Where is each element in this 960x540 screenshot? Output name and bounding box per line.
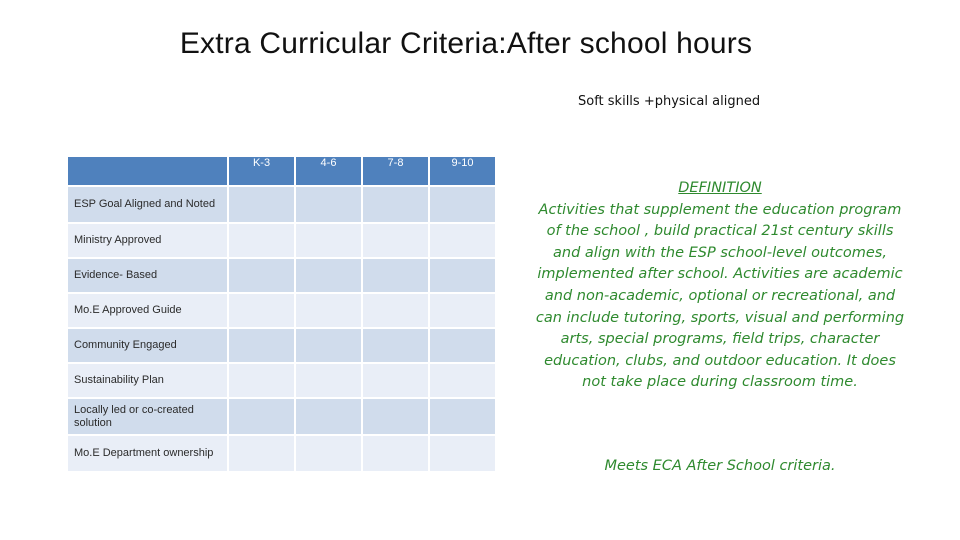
criteria-note: Meets ECA After School criteria. xyxy=(604,458,836,474)
grade-cell xyxy=(228,223,295,258)
table-row xyxy=(67,398,496,435)
grade-cell xyxy=(295,186,362,223)
grade-cell xyxy=(295,363,362,398)
definition-block xyxy=(535,178,905,394)
grade-cell xyxy=(362,328,429,363)
table-row xyxy=(67,363,496,398)
row-label: Community Engaged xyxy=(67,328,228,363)
grade-cell xyxy=(228,363,295,398)
grade-cell xyxy=(362,223,429,258)
criteria-table xyxy=(66,155,497,473)
grade-cell xyxy=(228,398,295,435)
header-cell-7-8: 7-8 xyxy=(362,156,429,186)
grade-cell xyxy=(429,435,496,472)
row-label: ESP Goal Aligned and Noted xyxy=(67,186,228,223)
grade-cell xyxy=(429,258,496,293)
table-header-row xyxy=(67,156,496,186)
grade-cell xyxy=(295,223,362,258)
grade-cell xyxy=(295,435,362,472)
grade-cell xyxy=(362,186,429,223)
grade-cell xyxy=(228,435,295,472)
grade-cell xyxy=(362,258,429,293)
table-row xyxy=(67,435,496,472)
header-cell-4-6: 4-6 xyxy=(295,156,362,186)
slide-subtitle: Soft skills +physical aligned xyxy=(578,94,761,109)
grade-cell xyxy=(228,186,295,223)
header-cell-criteria xyxy=(67,156,228,186)
definition-body: Activities that supplement the education program of the school , build practical 21st century skills and align with the ESP school-level outcomes, implemented after school. Activities are academic and non-academic, optional or recreational, and can include tutoring, sports, visual and performing arts, special programs, field trips, character education, clubs, and outdoor education. It does not take place during classroom time. xyxy=(535,201,905,391)
row-label: Ministry Approved xyxy=(67,223,228,258)
grade-cell xyxy=(295,328,362,363)
grade-cell xyxy=(429,293,496,328)
table-row xyxy=(67,258,496,293)
grade-cell xyxy=(362,435,429,472)
row-label: Mo.E Approved Guide xyxy=(67,293,228,328)
grade-cell xyxy=(429,223,496,258)
header-cell-9-10: 9-10 xyxy=(429,156,496,186)
grade-cell xyxy=(429,328,496,363)
definition-heading: DEFINITION xyxy=(678,180,762,196)
grade-cell xyxy=(362,398,429,435)
grade-cell xyxy=(228,258,295,293)
row-label: Sustainability Plan xyxy=(67,363,228,398)
table-row xyxy=(67,223,496,258)
table-row xyxy=(67,186,496,223)
grade-cell xyxy=(295,293,362,328)
header-cell-k3: K-3 xyxy=(228,156,295,186)
grade-cell xyxy=(228,328,295,363)
grade-cell xyxy=(228,293,295,328)
grade-cell xyxy=(295,398,362,435)
slide-title: Extra Curricular Criteria:After school hours xyxy=(179,27,753,60)
table-row xyxy=(67,293,496,328)
row-label: Evidence- Based xyxy=(67,258,228,293)
table-row xyxy=(67,328,496,363)
grade-cell xyxy=(429,186,496,223)
grade-cell xyxy=(362,363,429,398)
grade-cell xyxy=(429,363,496,398)
row-label: Locally led or co-created solution xyxy=(67,398,228,435)
grade-cell xyxy=(295,258,362,293)
row-label: Mo.E Department ownership xyxy=(67,435,228,472)
grade-cell xyxy=(362,293,429,328)
grade-cell xyxy=(429,398,496,435)
